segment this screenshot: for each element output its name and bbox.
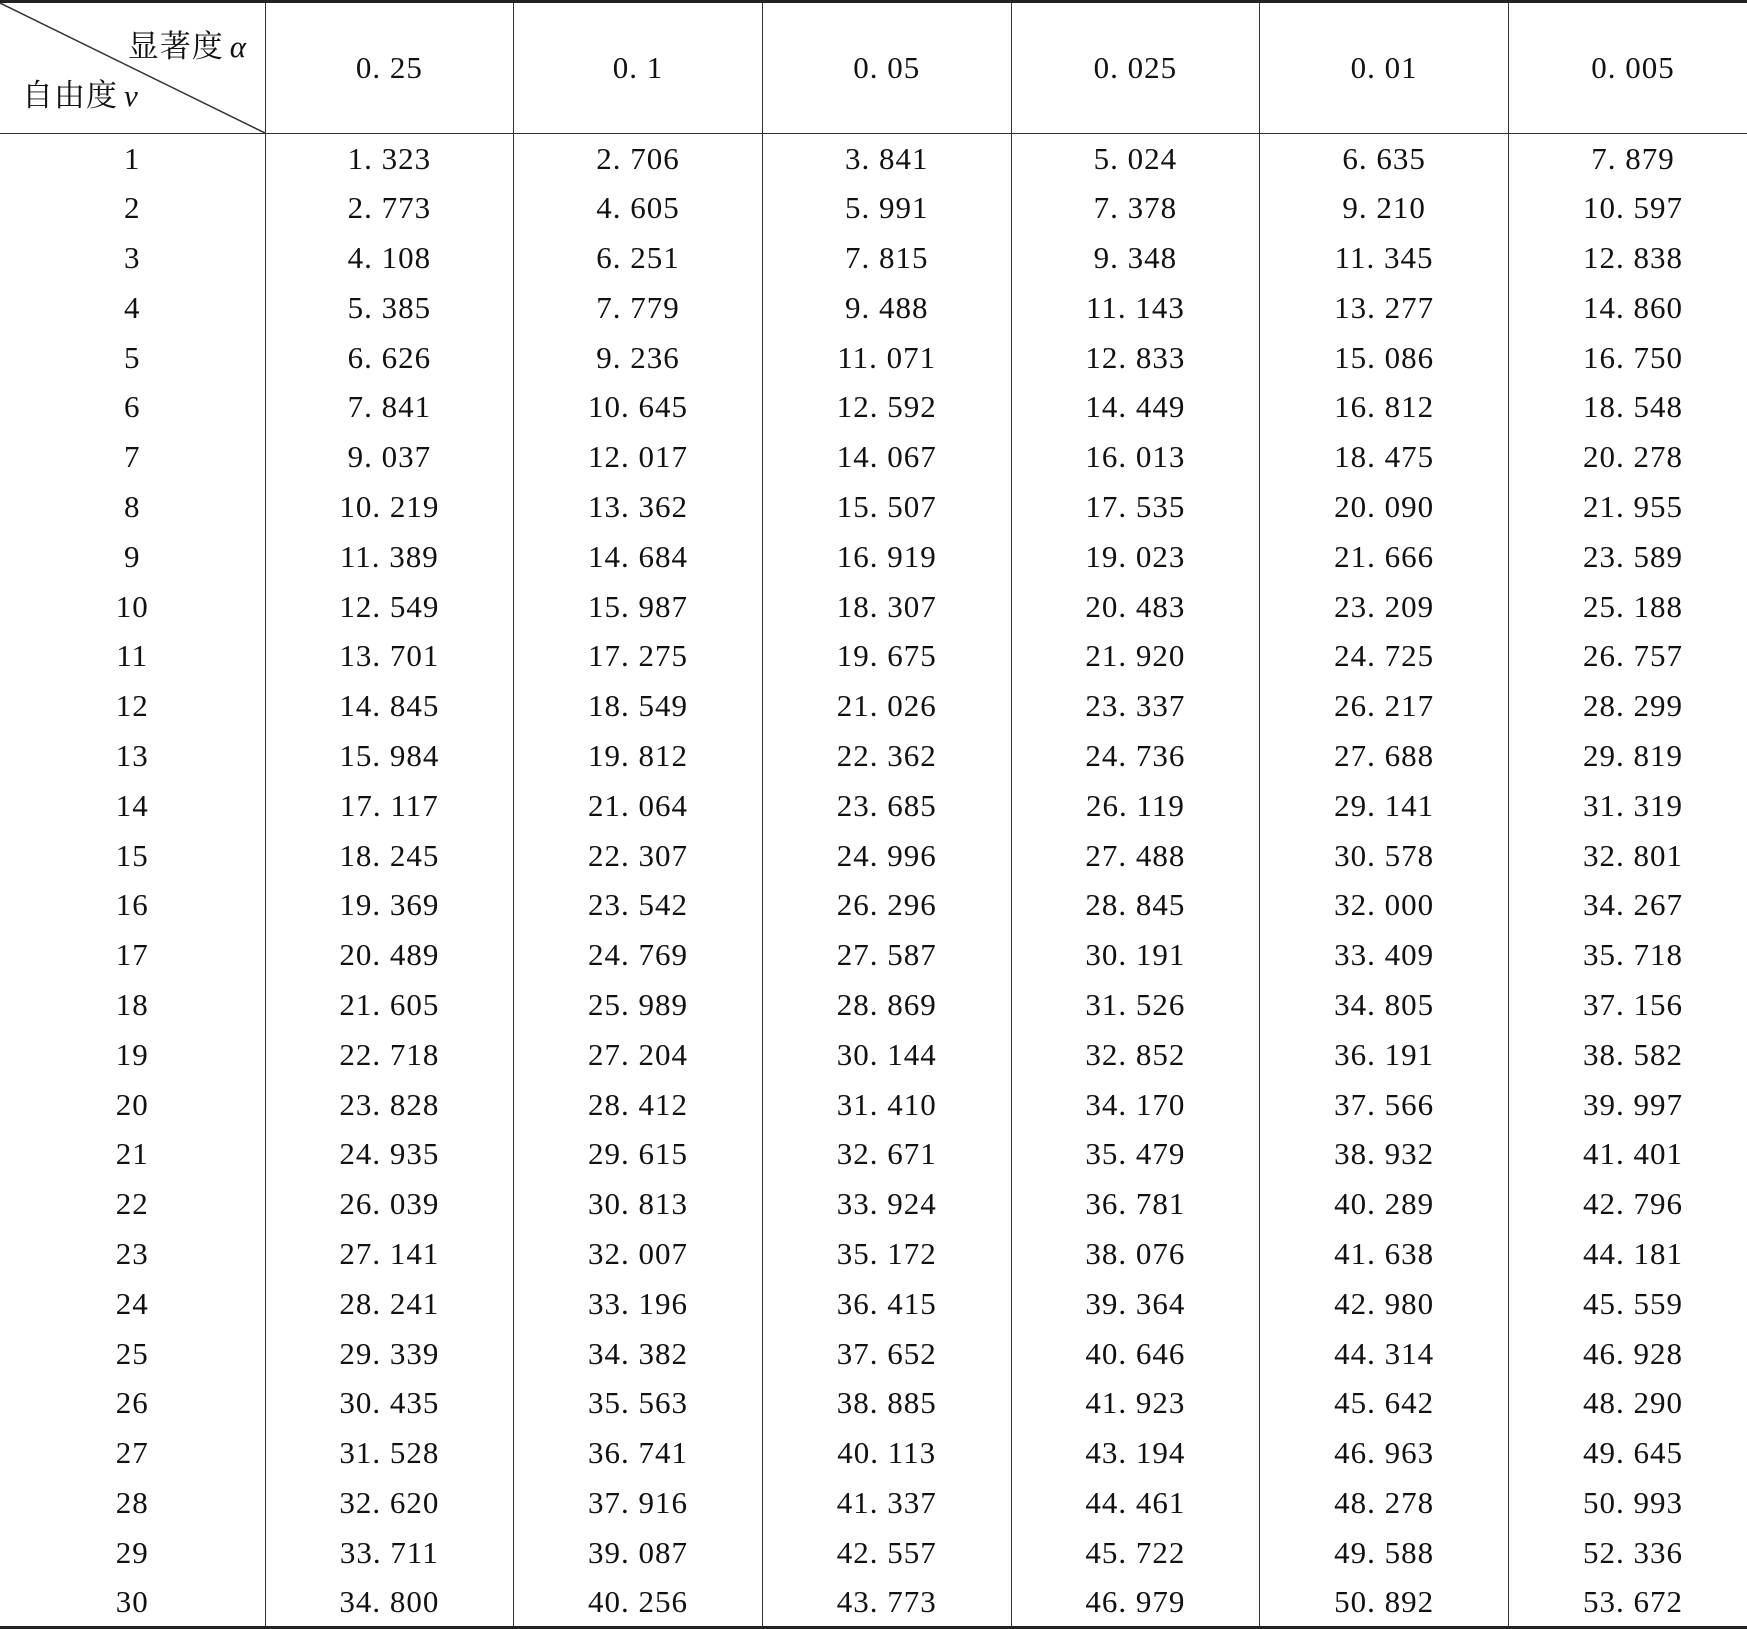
critical-value-cell: 6. 635 xyxy=(1260,134,1509,184)
critical-value-cell: 31. 528 xyxy=(265,1428,514,1478)
critical-value-cell: 34. 382 xyxy=(514,1329,763,1379)
critical-value-cell: 44. 314 xyxy=(1260,1329,1509,1379)
critical-value-cell: 26. 039 xyxy=(265,1179,514,1229)
table-row xyxy=(0,1279,1747,1329)
degrees-of-freedom-cell: 2 xyxy=(124,190,141,226)
critical-value-cell: 7. 879 xyxy=(1508,134,1747,184)
critical-value-cell: 20. 483 xyxy=(1011,582,1260,632)
critical-value-cell: 23. 828 xyxy=(265,1080,514,1130)
critical-value-cell: 50. 993 xyxy=(1508,1478,1747,1528)
critical-value-cell: 37. 156 xyxy=(1508,980,1747,1030)
critical-value-cell: 17. 117 xyxy=(265,781,514,831)
table-header-row xyxy=(0,2,1747,134)
critical-value-cell: 4. 605 xyxy=(514,183,763,233)
critical-value-cell: 23. 685 xyxy=(762,781,1011,831)
critical-value-cell: 1. 323 xyxy=(265,134,514,184)
critical-value-cell: 15. 984 xyxy=(265,731,514,781)
critical-value-cell: 42. 557 xyxy=(762,1528,1011,1578)
degrees-of-freedom-label: 自由度 ν xyxy=(22,78,139,113)
critical-value-cell: 39. 997 xyxy=(1508,1080,1747,1130)
critical-value-cell: 46. 928 xyxy=(1508,1329,1747,1379)
critical-value-cell: 35. 563 xyxy=(514,1378,763,1428)
table-row xyxy=(0,134,1747,184)
critical-value-cell: 21. 026 xyxy=(762,681,1011,731)
critical-value-cell: 7. 841 xyxy=(265,382,514,432)
critical-value-cell: 36. 741 xyxy=(514,1428,763,1478)
critical-value-cell: 41. 337 xyxy=(762,1478,1011,1528)
critical-value-cell: 36. 781 xyxy=(1011,1179,1260,1229)
critical-value-cell: 11. 071 xyxy=(762,333,1011,383)
critical-value-cell: 35. 718 xyxy=(1508,930,1747,980)
critical-value-cell: 13. 362 xyxy=(514,482,763,532)
critical-value-cell: 30. 435 xyxy=(265,1378,514,1428)
table-row xyxy=(0,1428,1747,1478)
critical-value-cell: 29. 819 xyxy=(1508,731,1747,781)
critical-value-cell: 18. 475 xyxy=(1260,432,1509,482)
critical-value-cell: 23. 542 xyxy=(514,880,763,930)
table-row xyxy=(0,781,1747,831)
critical-value-cell: 53. 672 xyxy=(1508,1578,1747,1628)
critical-value-cell: 33. 924 xyxy=(762,1179,1011,1229)
critical-value-cell: 19. 023 xyxy=(1011,532,1260,582)
critical-value-cell: 32. 620 xyxy=(265,1478,514,1528)
critical-value-cell: 2. 706 xyxy=(514,134,763,184)
degrees-of-freedom-cell: 20 xyxy=(115,1086,149,1122)
table-row xyxy=(0,582,1747,632)
critical-value-cell: 45. 559 xyxy=(1508,1279,1747,1329)
critical-value-cell: 6. 251 xyxy=(514,233,763,283)
degrees-of-freedom-cell: 29 xyxy=(115,1534,149,1570)
critical-value-cell: 13. 277 xyxy=(1260,283,1509,333)
critical-value-cell: 18. 307 xyxy=(762,582,1011,632)
table-row xyxy=(0,183,1747,233)
critical-value-cell: 36. 191 xyxy=(1260,1030,1509,1080)
table-row xyxy=(0,880,1747,930)
alpha-column-header: 0. 25 xyxy=(265,2,514,134)
critical-value-cell: 24. 736 xyxy=(1011,731,1260,781)
critical-value-cell: 26. 119 xyxy=(1011,781,1260,831)
critical-value-cell: 23. 209 xyxy=(1260,582,1509,632)
degrees-of-freedom-cell: 1 xyxy=(124,140,141,176)
table-row xyxy=(0,831,1747,881)
critical-value-cell: 32. 000 xyxy=(1260,880,1509,930)
critical-value-cell: 40. 113 xyxy=(762,1428,1011,1478)
critical-value-cell: 30. 813 xyxy=(514,1179,763,1229)
critical-value-cell: 22. 307 xyxy=(514,831,763,881)
degrees-of-freedom-cell: 3 xyxy=(124,239,141,275)
critical-value-cell: 46. 963 xyxy=(1260,1428,1509,1478)
critical-value-cell: 9. 037 xyxy=(265,432,514,482)
critical-value-cell: 16. 013 xyxy=(1011,432,1260,482)
table-row xyxy=(0,731,1747,781)
critical-value-cell: 15. 987 xyxy=(514,582,763,632)
critical-value-cell: 18. 549 xyxy=(514,681,763,731)
table-row xyxy=(0,1179,1747,1229)
critical-value-cell: 49. 645 xyxy=(1508,1428,1747,1478)
critical-value-cell: 45. 642 xyxy=(1260,1378,1509,1428)
critical-value-cell: 34. 805 xyxy=(1260,980,1509,1030)
critical-value-cell: 27. 204 xyxy=(514,1030,763,1080)
degrees-of-freedom-cell: 26 xyxy=(115,1385,149,1421)
degrees-of-freedom-cell: 11 xyxy=(116,638,149,674)
critical-value-cell: 39. 364 xyxy=(1011,1279,1260,1329)
degrees-of-freedom-cell: 8 xyxy=(124,488,141,524)
critical-value-cell: 19. 812 xyxy=(514,731,763,781)
critical-value-cell: 29. 141 xyxy=(1260,781,1509,831)
critical-value-cell: 17. 535 xyxy=(1011,482,1260,532)
critical-value-cell: 4. 108 xyxy=(265,233,514,283)
critical-value-cell: 43. 773 xyxy=(762,1578,1011,1628)
critical-value-cell: 7. 815 xyxy=(762,233,1011,283)
critical-value-cell: 35. 479 xyxy=(1011,1129,1260,1179)
degrees-of-freedom-cell: 17 xyxy=(115,937,149,973)
critical-value-cell: 22. 362 xyxy=(762,731,1011,781)
critical-value-cell: 20. 278 xyxy=(1508,432,1747,482)
table-row xyxy=(0,1528,1747,1578)
table-body xyxy=(0,134,1747,1628)
critical-value-cell: 9. 348 xyxy=(1011,233,1260,283)
critical-value-cell: 28. 299 xyxy=(1508,681,1747,731)
degrees-of-freedom-cell: 21 xyxy=(115,1136,149,1172)
degrees-of-freedom-cell: 30 xyxy=(115,1583,149,1619)
table-row xyxy=(0,631,1747,681)
critical-value-cell: 28. 241 xyxy=(265,1279,514,1329)
critical-value-cell: 30. 578 xyxy=(1260,831,1509,881)
critical-value-cell: 27. 141 xyxy=(265,1229,514,1279)
critical-value-cell: 21. 920 xyxy=(1011,631,1260,681)
critical-value-cell: 5. 385 xyxy=(265,283,514,333)
critical-value-cell: 19. 675 xyxy=(762,631,1011,681)
significance-level-label: 显著度 α xyxy=(127,29,247,64)
critical-value-cell: 15. 086 xyxy=(1260,333,1509,383)
table-row xyxy=(0,233,1747,283)
critical-value-cell: 14. 860 xyxy=(1508,283,1747,333)
critical-value-cell: 12. 838 xyxy=(1508,233,1747,283)
critical-value-cell: 37. 916 xyxy=(514,1478,763,1528)
critical-value-cell: 32. 801 xyxy=(1508,831,1747,881)
degrees-of-freedom-cell: 16 xyxy=(115,887,149,923)
critical-value-cell: 39. 087 xyxy=(514,1528,763,1578)
critical-value-cell: 10. 219 xyxy=(265,482,514,532)
degrees-of-freedom-cell: 14 xyxy=(115,787,149,823)
table-row xyxy=(0,1329,1747,1379)
critical-value-cell: 12. 833 xyxy=(1011,333,1260,383)
critical-value-cell: 14. 449 xyxy=(1011,382,1260,432)
alpha-column-header: 0. 025 xyxy=(1011,2,1260,134)
critical-value-cell: 42. 796 xyxy=(1508,1179,1747,1229)
critical-value-cell: 26. 217 xyxy=(1260,681,1509,731)
critical-value-cell: 16. 919 xyxy=(762,532,1011,582)
table-row xyxy=(0,930,1747,980)
critical-value-cell: 15. 507 xyxy=(762,482,1011,532)
critical-value-cell: 38. 582 xyxy=(1508,1030,1747,1080)
critical-value-cell: 9. 210 xyxy=(1260,183,1509,233)
critical-value-cell: 24. 769 xyxy=(514,930,763,980)
critical-value-cell: 40. 646 xyxy=(1011,1329,1260,1379)
critical-value-cell: 23. 337 xyxy=(1011,681,1260,731)
critical-value-cell: 21. 605 xyxy=(265,980,514,1030)
critical-value-cell: 6. 626 xyxy=(265,333,514,383)
critical-value-cell: 34. 267 xyxy=(1508,880,1747,930)
critical-value-cell: 12. 592 xyxy=(762,382,1011,432)
degrees-of-freedom-cell: 9 xyxy=(124,538,141,574)
critical-value-cell: 41. 923 xyxy=(1011,1378,1260,1428)
degrees-of-freedom-cell: 5 xyxy=(124,339,141,375)
critical-value-cell: 16. 812 xyxy=(1260,382,1509,432)
table-row xyxy=(0,432,1747,482)
critical-value-cell: 42. 980 xyxy=(1260,1279,1509,1329)
critical-value-cell: 41. 401 xyxy=(1508,1129,1747,1179)
table-row xyxy=(0,382,1747,432)
critical-value-cell: 48. 290 xyxy=(1508,1378,1747,1428)
alpha-column-header: 0. 1 xyxy=(514,2,763,134)
critical-value-cell: 28. 412 xyxy=(514,1080,763,1130)
degrees-of-freedom-cell: 24 xyxy=(115,1285,149,1321)
critical-value-cell: 31. 526 xyxy=(1011,980,1260,1030)
critical-value-cell: 5. 991 xyxy=(762,183,1011,233)
table-row xyxy=(0,1478,1747,1528)
critical-value-cell: 27. 688 xyxy=(1260,731,1509,781)
alpha-column-header: 0. 05 xyxy=(762,2,1011,134)
degrees-of-freedom-cell: 15 xyxy=(115,837,149,873)
critical-value-cell: 33. 409 xyxy=(1260,930,1509,980)
critical-value-cell: 16. 750 xyxy=(1508,333,1747,383)
critical-value-cell: 18. 245 xyxy=(265,831,514,881)
critical-value-cell: 27. 587 xyxy=(762,930,1011,980)
critical-value-cell: 25. 989 xyxy=(514,980,763,1030)
critical-value-cell: 40. 256 xyxy=(514,1578,763,1628)
alpha-column-header: 0. 01 xyxy=(1260,2,1509,134)
critical-value-cell: 36. 415 xyxy=(762,1279,1011,1329)
critical-value-cell: 24. 996 xyxy=(762,831,1011,881)
critical-value-cell: 12. 017 xyxy=(514,432,763,482)
critical-value-cell: 34. 170 xyxy=(1011,1080,1260,1130)
critical-value-cell: 28. 869 xyxy=(762,980,1011,1030)
critical-value-cell: 11. 345 xyxy=(1260,233,1509,283)
critical-value-cell: 27. 488 xyxy=(1011,831,1260,881)
degrees-of-freedom-cell: 4 xyxy=(124,289,141,325)
critical-value-cell: 38. 076 xyxy=(1011,1229,1260,1279)
table-row xyxy=(0,1578,1747,1628)
critical-value-cell: 24. 935 xyxy=(265,1129,514,1179)
critical-value-cell: 14. 067 xyxy=(762,432,1011,482)
degrees-of-freedom-cell: 25 xyxy=(115,1335,149,1371)
table-row xyxy=(0,482,1747,532)
critical-value-cell: 52. 336 xyxy=(1508,1528,1747,1578)
table-row xyxy=(0,1030,1747,1080)
critical-value-cell: 35. 172 xyxy=(762,1229,1011,1279)
critical-value-cell: 19. 369 xyxy=(265,880,514,930)
critical-value-cell: 9. 236 xyxy=(514,333,763,383)
alpha-column-header: 0. 005 xyxy=(1508,2,1747,134)
critical-value-cell: 2. 773 xyxy=(265,183,514,233)
critical-value-cell: 40. 289 xyxy=(1260,1179,1509,1229)
critical-value-cell: 10. 645 xyxy=(514,382,763,432)
critical-value-cell: 7. 378 xyxy=(1011,183,1260,233)
table-row xyxy=(0,1229,1747,1279)
degrees-of-freedom-cell: 27 xyxy=(115,1435,149,1471)
critical-value-cell: 18. 548 xyxy=(1508,382,1747,432)
critical-value-cell: 26. 296 xyxy=(762,880,1011,930)
critical-value-cell: 13. 701 xyxy=(265,631,514,681)
critical-value-cell: 43. 194 xyxy=(1011,1428,1260,1478)
critical-value-cell: 29. 339 xyxy=(265,1329,514,1379)
critical-value-cell: 34. 800 xyxy=(265,1578,514,1628)
critical-value-cell: 37. 652 xyxy=(762,1329,1011,1379)
critical-value-cell: 30. 144 xyxy=(762,1030,1011,1080)
critical-value-cell: 9. 488 xyxy=(762,283,1011,333)
table-row xyxy=(0,1129,1747,1179)
critical-value-cell: 44. 181 xyxy=(1508,1229,1747,1279)
degrees-of-freedom-cell: 12 xyxy=(115,688,149,724)
critical-value-cell: 14. 684 xyxy=(514,532,763,582)
critical-value-cell: 23. 589 xyxy=(1508,532,1747,582)
table-row xyxy=(0,681,1747,731)
critical-value-cell: 49. 588 xyxy=(1260,1528,1509,1578)
critical-value-cell: 11. 389 xyxy=(265,532,514,582)
table-row xyxy=(0,333,1747,383)
critical-value-cell: 41. 638 xyxy=(1260,1229,1509,1279)
critical-value-cell: 32. 671 xyxy=(762,1129,1011,1179)
corner-header-cell xyxy=(0,2,265,134)
critical-value-cell: 21. 955 xyxy=(1508,482,1747,532)
critical-value-cell: 37. 566 xyxy=(1260,1080,1509,1130)
critical-value-cell: 32. 007 xyxy=(514,1229,763,1279)
critical-value-cell: 32. 852 xyxy=(1011,1030,1260,1080)
critical-value-cell: 22. 718 xyxy=(265,1030,514,1080)
degrees-of-freedom-cell: 22 xyxy=(115,1186,149,1222)
critical-value-cell: 30. 191 xyxy=(1011,930,1260,980)
critical-value-cell: 38. 885 xyxy=(762,1378,1011,1428)
degrees-of-freedom-cell: 10 xyxy=(115,588,149,624)
critical-value-cell: 10. 597 xyxy=(1508,183,1747,233)
critical-value-cell: 48. 278 xyxy=(1260,1478,1509,1528)
critical-value-cell: 20. 090 xyxy=(1260,482,1509,532)
critical-value-cell: 33. 196 xyxy=(514,1279,763,1329)
degrees-of-freedom-cell: 23 xyxy=(115,1235,149,1271)
critical-value-cell: 20. 489 xyxy=(265,930,514,980)
table-row xyxy=(0,283,1747,333)
table-row xyxy=(0,1080,1747,1130)
critical-value-cell: 50. 892 xyxy=(1260,1578,1509,1628)
degrees-of-freedom-cell: 18 xyxy=(115,986,149,1022)
critical-value-cell: 31. 319 xyxy=(1508,781,1747,831)
critical-value-cell: 46. 979 xyxy=(1011,1578,1260,1628)
degrees-of-freedom-cell: 7 xyxy=(124,439,141,475)
critical-value-cell: 21. 666 xyxy=(1260,532,1509,582)
critical-value-cell: 21. 064 xyxy=(514,781,763,831)
degrees-of-freedom-cell: 28 xyxy=(115,1484,149,1520)
critical-value-cell: 31. 410 xyxy=(762,1080,1011,1130)
critical-value-cell: 38. 932 xyxy=(1260,1129,1509,1179)
critical-value-cell: 25. 188 xyxy=(1508,582,1747,632)
critical-value-cell: 26. 757 xyxy=(1508,631,1747,681)
degrees-of-freedom-cell: 19 xyxy=(115,1036,149,1072)
critical-value-cell: 14. 845 xyxy=(265,681,514,731)
critical-value-cell: 33. 711 xyxy=(265,1528,514,1578)
critical-value-cell: 17. 275 xyxy=(514,631,763,681)
degrees-of-freedom-cell: 6 xyxy=(124,389,141,425)
table-row xyxy=(0,980,1747,1030)
critical-value-cell: 45. 722 xyxy=(1011,1528,1260,1578)
critical-value-cell: 12. 549 xyxy=(265,582,514,632)
critical-value-cell: 7. 779 xyxy=(514,283,763,333)
critical-value-cell: 44. 461 xyxy=(1011,1478,1260,1528)
critical-value-cell: 28. 845 xyxy=(1011,880,1260,930)
degrees-of-freedom-cell: 13 xyxy=(115,737,149,773)
critical-value-cell: 5. 024 xyxy=(1011,134,1260,184)
critical-value-cell: 11. 143 xyxy=(1011,283,1260,333)
critical-value-cell: 29. 615 xyxy=(514,1129,763,1179)
table-row xyxy=(0,532,1747,582)
critical-value-cell: 3. 841 xyxy=(762,134,1011,184)
critical-value-cell: 24. 725 xyxy=(1260,631,1509,681)
table-row xyxy=(0,1378,1747,1428)
